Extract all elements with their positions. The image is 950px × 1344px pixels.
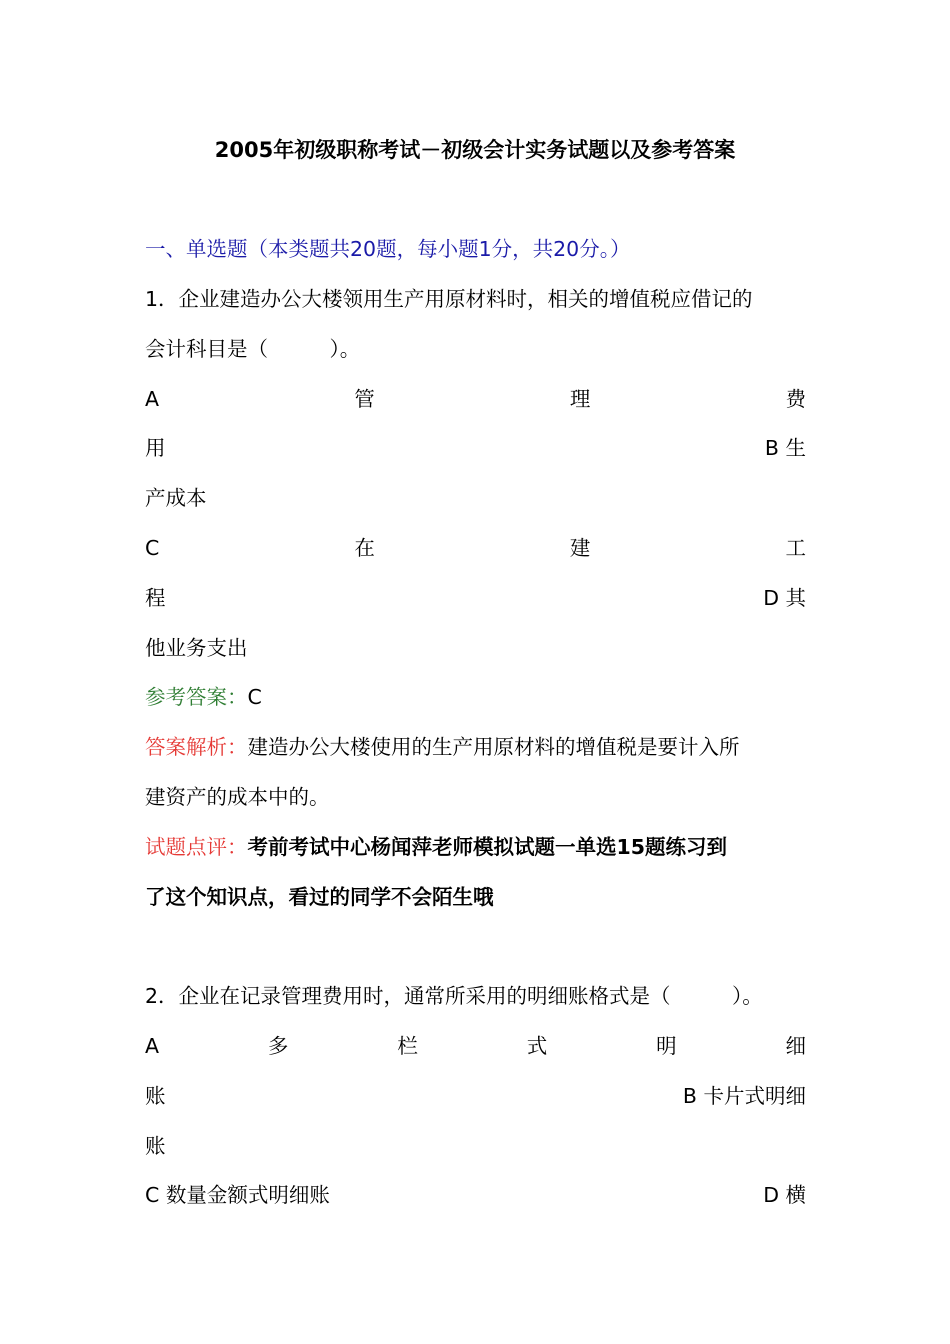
q1-stem-line2: 会计科目是（ ）。 — [145, 337, 361, 361]
answer-value: C — [247, 685, 262, 709]
analysis-label: 答案解析： — [145, 735, 248, 759]
q1-option-b-tail: 产成本 — [145, 486, 207, 510]
q2-option-a-tail: 账 — [145, 1084, 166, 1108]
q1-option-d-tail: 他业务支出 — [145, 636, 248, 660]
q2-option-a-part: 多 — [267, 1034, 289, 1058]
q2-option-a-part: 细 — [785, 1034, 806, 1058]
q1-option-c-part: C — [145, 536, 160, 560]
q1-option-a-part: 理 — [569, 387, 591, 411]
q1-option-a-part: 管 — [354, 387, 375, 411]
q1-option-a-part: 费 — [785, 387, 806, 411]
q2-option-a-part: 明 — [656, 1034, 677, 1058]
q1-option-c-part: 在 — [354, 536, 375, 560]
q1-option-d-label: D 其 — [763, 586, 806, 610]
q2-option-a-part: 栏 — [397, 1034, 418, 1058]
q1-option-c-part: 工 — [785, 536, 806, 560]
q1-comment-line1 — [145, 832, 806, 862]
q1-option-a-row — [145, 384, 806, 414]
document-title: 2005年初级职称考试－初级会计实务试题以及参考答案 — [214, 138, 736, 162]
q2-option-b-label: B 卡片式明细 — [682, 1084, 806, 1108]
q1-answer — [145, 682, 806, 712]
q2-option-ab-row — [145, 1081, 806, 1111]
q1-option-ab-row — [145, 433, 806, 463]
q1-stem-line1: 1．企业建造办公大楼领用生产用原材料时，相关的增值税应借记的 — [145, 287, 753, 311]
q1-comment-line2: 了这个知识点，看过的同学不会陌生哦 — [145, 885, 494, 909]
q1-option-c-row — [145, 533, 806, 563]
q1-option-c-part: 建 — [569, 536, 591, 560]
q1-option-cd-row — [145, 583, 806, 613]
q1-option-b-label: B 生 — [764, 436, 806, 460]
section-heading: 一、单选题（本类题共20题，每小题1分，共20分。） — [145, 237, 631, 261]
q2-stem: 2．企业在记录管理费用时，通常所采用的明细账格式是（ ）。 — [145, 984, 763, 1008]
comment-label: 试题点评： — [145, 835, 248, 859]
q2-option-b-tail: 账 — [145, 1134, 166, 1158]
q2-option-c: C 数量金额式明细账 — [145, 1183, 330, 1207]
analysis-text: 建造办公大楼使用的生产用原材料的增值税是要计入所 — [247, 735, 740, 759]
q2-option-d-label: D 横 — [763, 1183, 806, 1207]
answer-label: 参考答案： — [145, 685, 248, 709]
q2-option-a-part: 式 — [526, 1034, 548, 1058]
q1-analysis-line2: 建资产的成本中的。 — [145, 785, 330, 809]
q1-analysis-line1 — [145, 732, 806, 762]
q1-option-c-tail: 程 — [145, 586, 166, 610]
q1-option-a-part: A — [145, 387, 160, 411]
q2-option-a-row — [145, 1031, 806, 1061]
q1-option-a-tail: 用 — [145, 436, 166, 460]
q2-option-a-part: A — [145, 1034, 160, 1058]
comment-text: 考前考试中心杨闻萍老师模拟试题一单选15题练习到 — [247, 835, 728, 859]
q2-option-cd-row — [145, 1180, 806, 1210]
